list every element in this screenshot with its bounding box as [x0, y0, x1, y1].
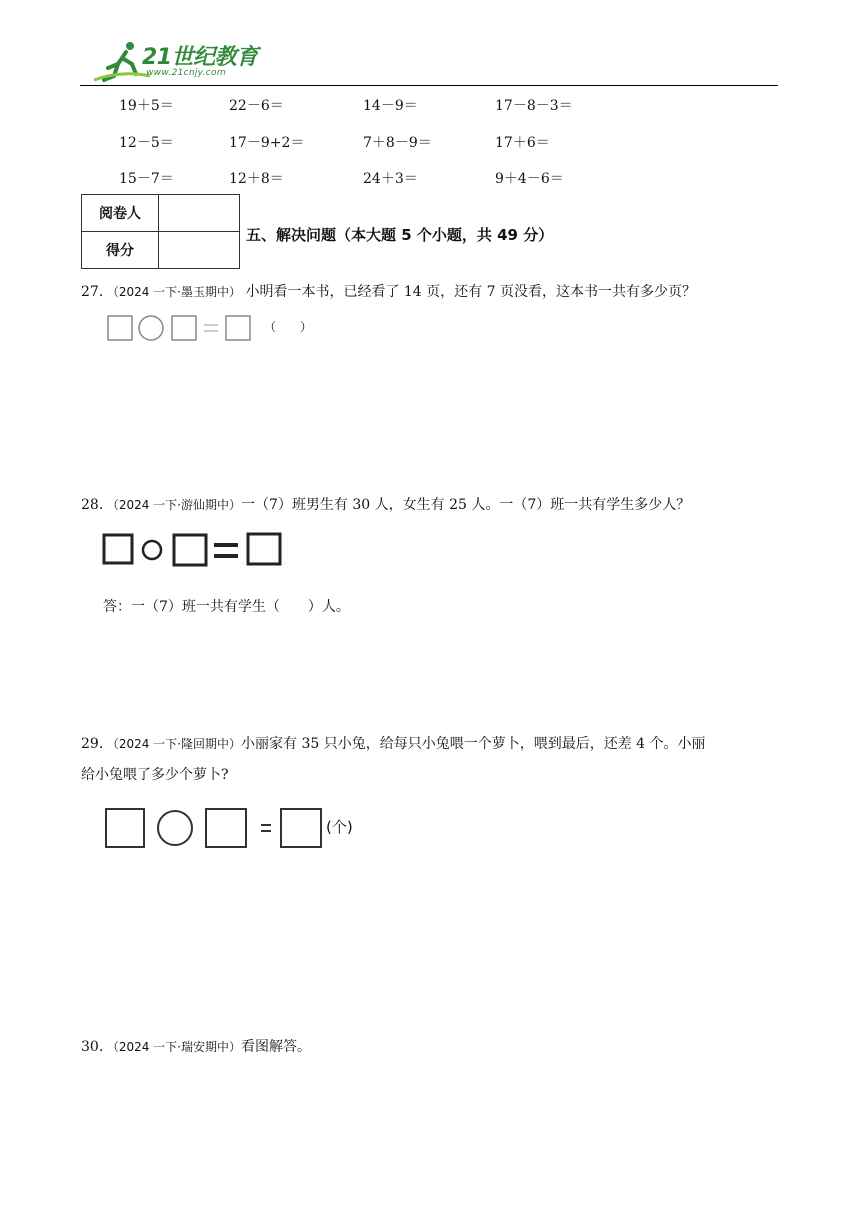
answer-box[interactable] [206, 809, 246, 847]
question-text: 小明看一本书，已经看了 14 页，还有 7 页没看，这本书一共有多少页？ [241, 284, 696, 300]
question-source: （2024 一下·隆回期中） [112, 737, 241, 751]
logo-url: www.21cnjy.com [146, 68, 226, 78]
equation: 14－9＝ [363, 98, 418, 114]
question-number: 30． [81, 1039, 113, 1055]
answer-box[interactable] [226, 316, 250, 340]
answer-box[interactable] [108, 316, 132, 340]
question-29-line2: 给小兔喂了多少个萝卜? [81, 767, 229, 783]
equation: 17＋6＝ [495, 135, 550, 151]
reviewer-cell[interactable] [159, 195, 240, 232]
answer-box[interactable] [106, 809, 144, 847]
equation: 24＋3＝ [363, 171, 418, 187]
score-label: 得分 [82, 232, 159, 269]
unit-label: (个) [326, 818, 353, 836]
question-source: （2024 一下·墨玉期中） [112, 285, 241, 299]
equation: 15－7＝ [119, 171, 174, 187]
answer-box[interactable] [248, 534, 280, 564]
equation: 17－9+2＝ [229, 135, 305, 151]
equation: 9＋4－6＝ [495, 171, 564, 187]
equals-sign [261, 825, 271, 831]
question-30 [81, 1036, 311, 1056]
operator-circle[interactable] [139, 316, 163, 340]
answer-box[interactable] [281, 809, 321, 847]
answer-box[interactable] [104, 535, 132, 563]
equation: 19＋5＝ [119, 98, 174, 114]
question-number: 27． [81, 284, 113, 300]
grade-table [81, 194, 240, 269]
question-source: （2024 一下·游仙期中） [112, 498, 241, 512]
answer-sentence: 答：一（7）班一共有学生（ ）人。 [103, 599, 350, 615]
equation-boxes-28 [102, 532, 284, 568]
equation-boxes-27 [106, 314, 256, 344]
section-title: 五、解决问题（本大题 5 个小题，共 49 分） [246, 226, 554, 244]
equation-boxes-29 [103, 806, 328, 850]
answer-box[interactable] [174, 535, 206, 565]
question-number: 29． [81, 736, 113, 752]
equation: 7＋8－9＝ [363, 135, 432, 151]
question-source: （2024 一下·瑞安期中） [112, 1040, 241, 1054]
operator-circle[interactable] [143, 541, 161, 559]
reviewer-label: 阅卷人 [82, 195, 159, 232]
equation: 12－5＝ [119, 135, 174, 151]
question-29 [81, 733, 706, 753]
question-text: 一（7）班男生有 30 人，女生有 25 人。一（7）班一共有学生多少人？ [241, 497, 691, 513]
logo-text: 21世纪教育 [142, 45, 258, 70]
question-28 [81, 494, 690, 514]
equals-sign [204, 325, 218, 331]
equation: 22－6＝ [229, 98, 284, 114]
equation: 12＋8＝ [229, 171, 284, 187]
question-27 [81, 281, 696, 301]
answer-box[interactable] [172, 316, 196, 340]
operator-circle[interactable] [158, 811, 192, 845]
equation: 17－8－3＝ [495, 98, 573, 114]
equals-sign [214, 545, 238, 556]
unit-blank: （ ） [264, 320, 313, 334]
header-rule [80, 85, 778, 86]
question-text: 看图解答。 [241, 1039, 311, 1055]
score-cell[interactable] [159, 232, 240, 269]
question-number: 28． [81, 497, 113, 513]
question-text: 小丽家有 35 只小兔，给每只小兔喂一个萝卜，喂到最后，还差 4 个。小丽 [241, 736, 706, 752]
